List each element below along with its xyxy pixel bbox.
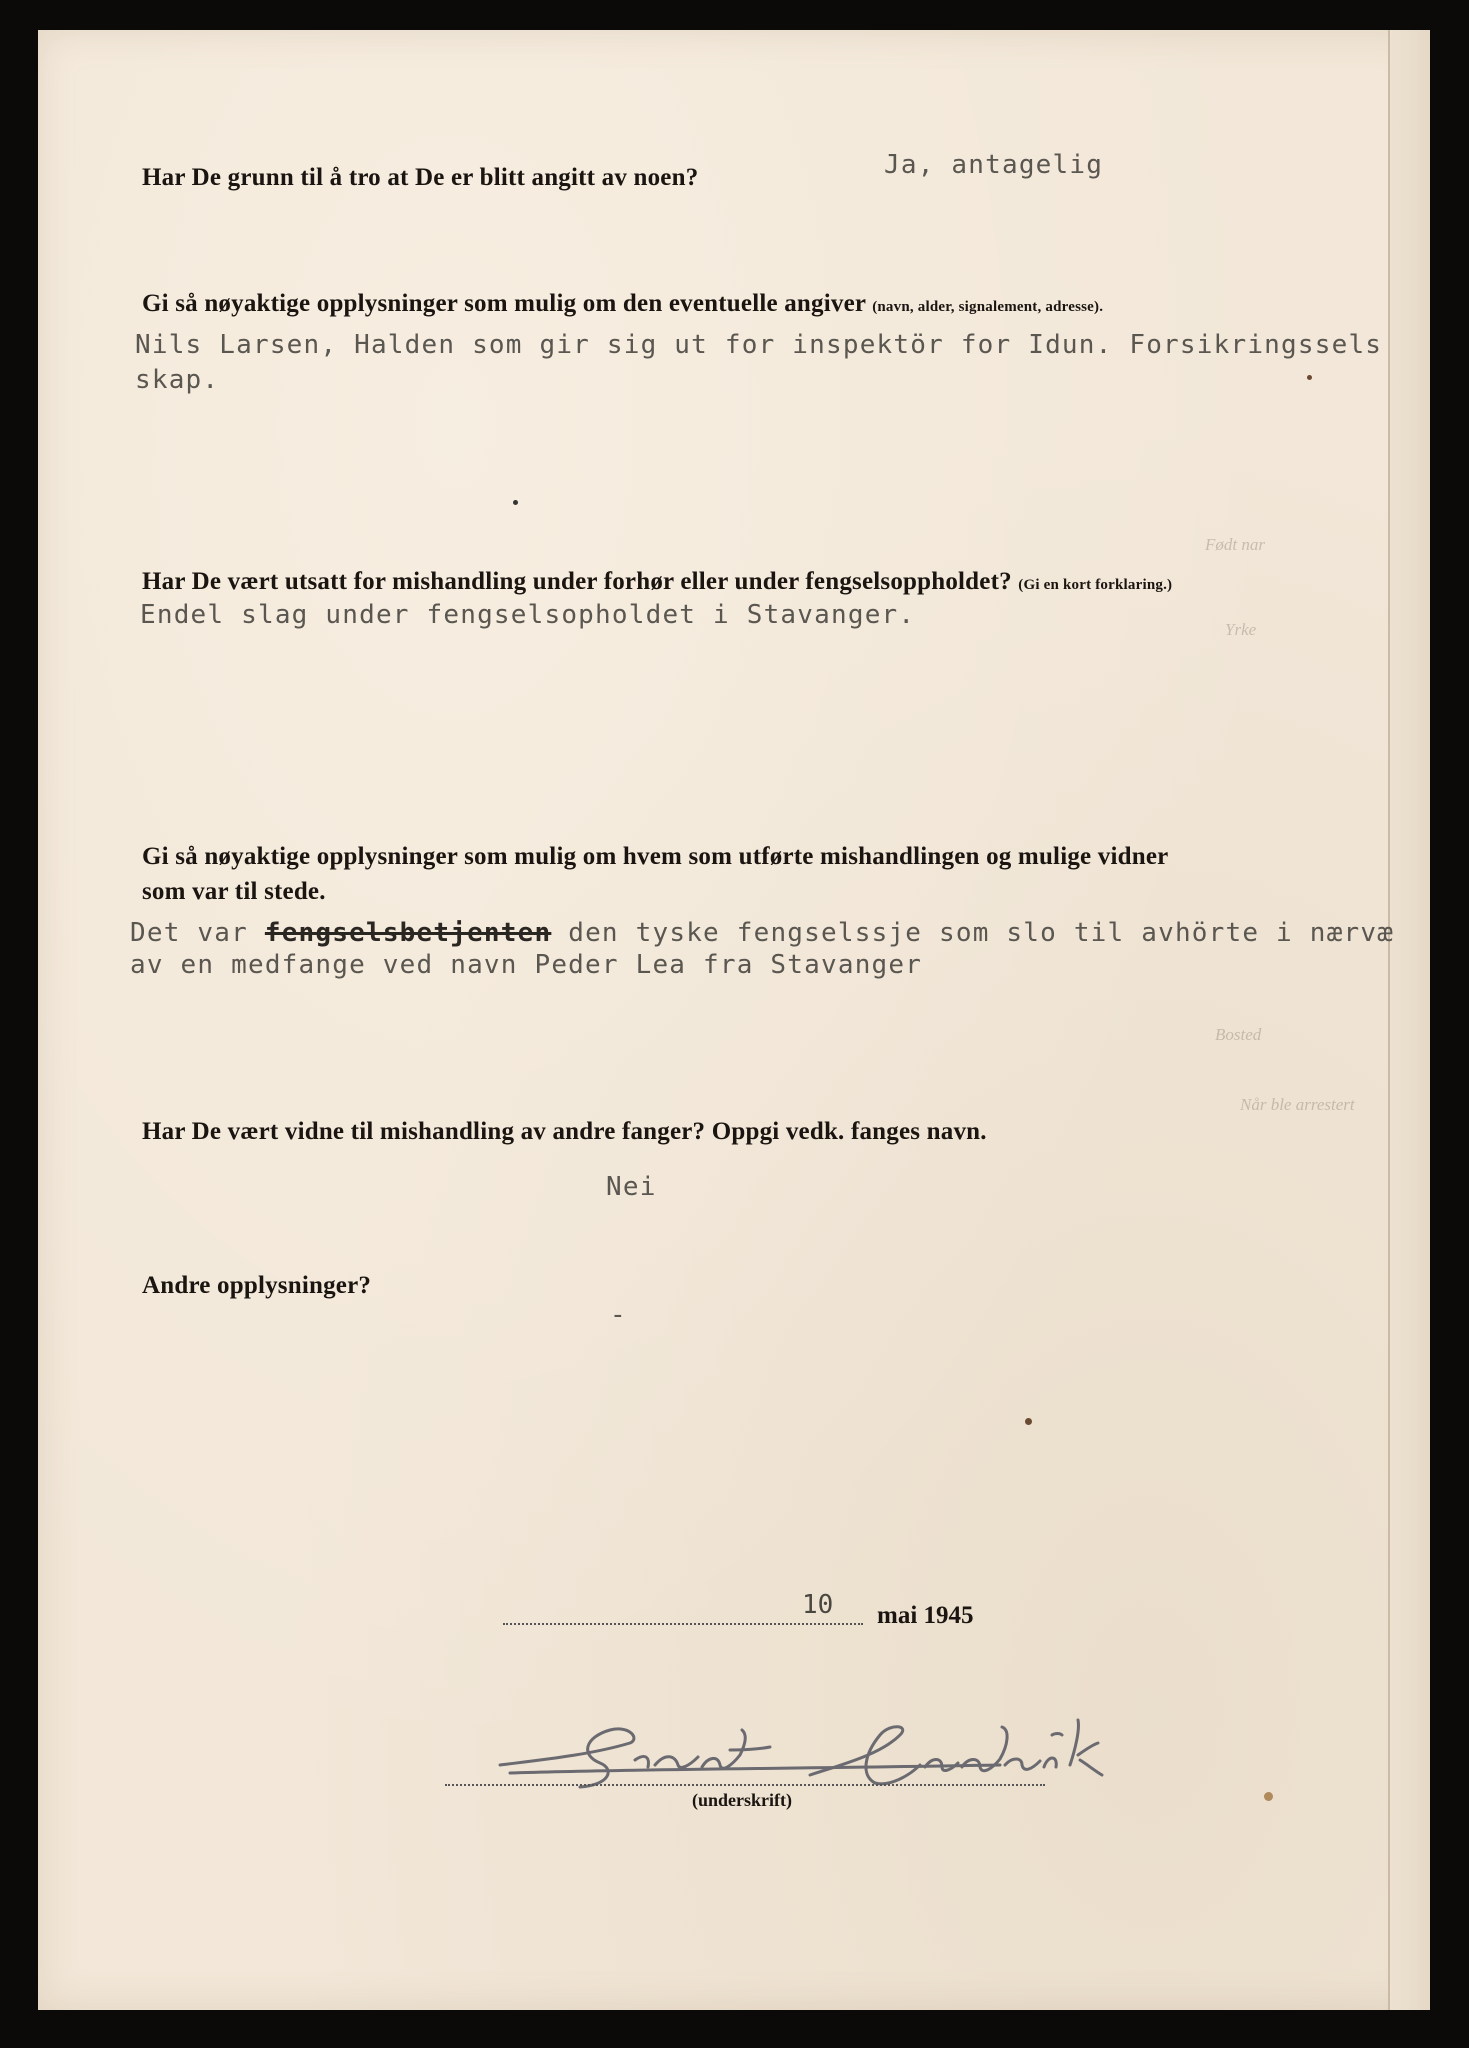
date-day: 10: [802, 1590, 834, 1620]
answer-other-info: -: [610, 1300, 627, 1330]
bleed-through-mark: Når ble arrestert: [1240, 1095, 1355, 1114]
signature-label: (underskrift): [692, 1790, 792, 1810]
signature-dotted-line: [445, 1784, 1045, 1786]
question-informer-note: (navn, alder, signalement, adresse).: [872, 299, 1104, 315]
bleed-through-mark: Yrke: [1225, 620, 1257, 639]
answer-informer-line2: skap.: [135, 365, 220, 395]
question-mistreatment-text: Har De vært utsatt for mishandling under forhør eller under fengselsoppholdet?: [142, 568, 1012, 595]
bleed-through-mark: Født nar: [1205, 535, 1265, 554]
answer-mistreatment: Endel slag under fengselsopholdet i Stavanger.: [140, 600, 916, 630]
stain-dot: [1307, 375, 1312, 380]
question-other-info: Andre opplysninger?: [142, 1272, 372, 1299]
answer-witness: Nei: [606, 1172, 657, 1202]
handwritten-signature: [480, 1705, 1120, 1815]
question-informer-text: Gi så nøyaktige opplysninger som mulig om den eventuelle angiver: [142, 290, 866, 317]
answer-denounced: Ja, antagelig: [884, 150, 1104, 180]
answer-perpetrators-rest: den tyske fengselssje som slo til avhörte i nærvæ: [568, 918, 1395, 948]
question-denounced: Har De grunn til å tro at De er blitt angitt av noen?: [142, 164, 699, 191]
answer-perpetrators-line1: [130, 918, 1394, 948]
question-mistreatment-note: (Gi en kort forklaring.): [1018, 577, 1173, 593]
answer-perpetrators-line2: av en medfange ved navn Peder Lea fra Stavanger: [130, 950, 923, 980]
answer-informer-line1: Nils Larsen, Halden som gir sig ut for inspektör for Idun. Forsikringssels: [135, 330, 1383, 360]
bleed-through-mark: Bosted: [1215, 1025, 1262, 1044]
ink-dot: [513, 500, 518, 505]
question-perpetrators-line2: som var til stede.: [142, 878, 326, 905]
question-informer-details: [142, 290, 1103, 318]
date-month-year: mai 1945: [877, 1602, 974, 1629]
stain-dot: [1025, 1418, 1032, 1425]
question-perpetrators-line1: Gi så nøyaktige opplysninger som mulig om hvem som utførte mishandlingen og mulige vidner: [142, 843, 1169, 870]
struck-text: fengselsbetjenten: [264, 918, 552, 948]
date-dotted-line: [503, 1623, 863, 1625]
page-edge-strip: [1388, 30, 1430, 2010]
answer-perpetrators-prefix: Det var: [130, 918, 248, 948]
question-mistreatment: [142, 568, 1172, 596]
question-witness: Har De vært vidne til mishandling av andre fanger? Oppgi vedk. fanges navn.: [142, 1118, 987, 1145]
stain-dot: [1264, 1792, 1273, 1801]
